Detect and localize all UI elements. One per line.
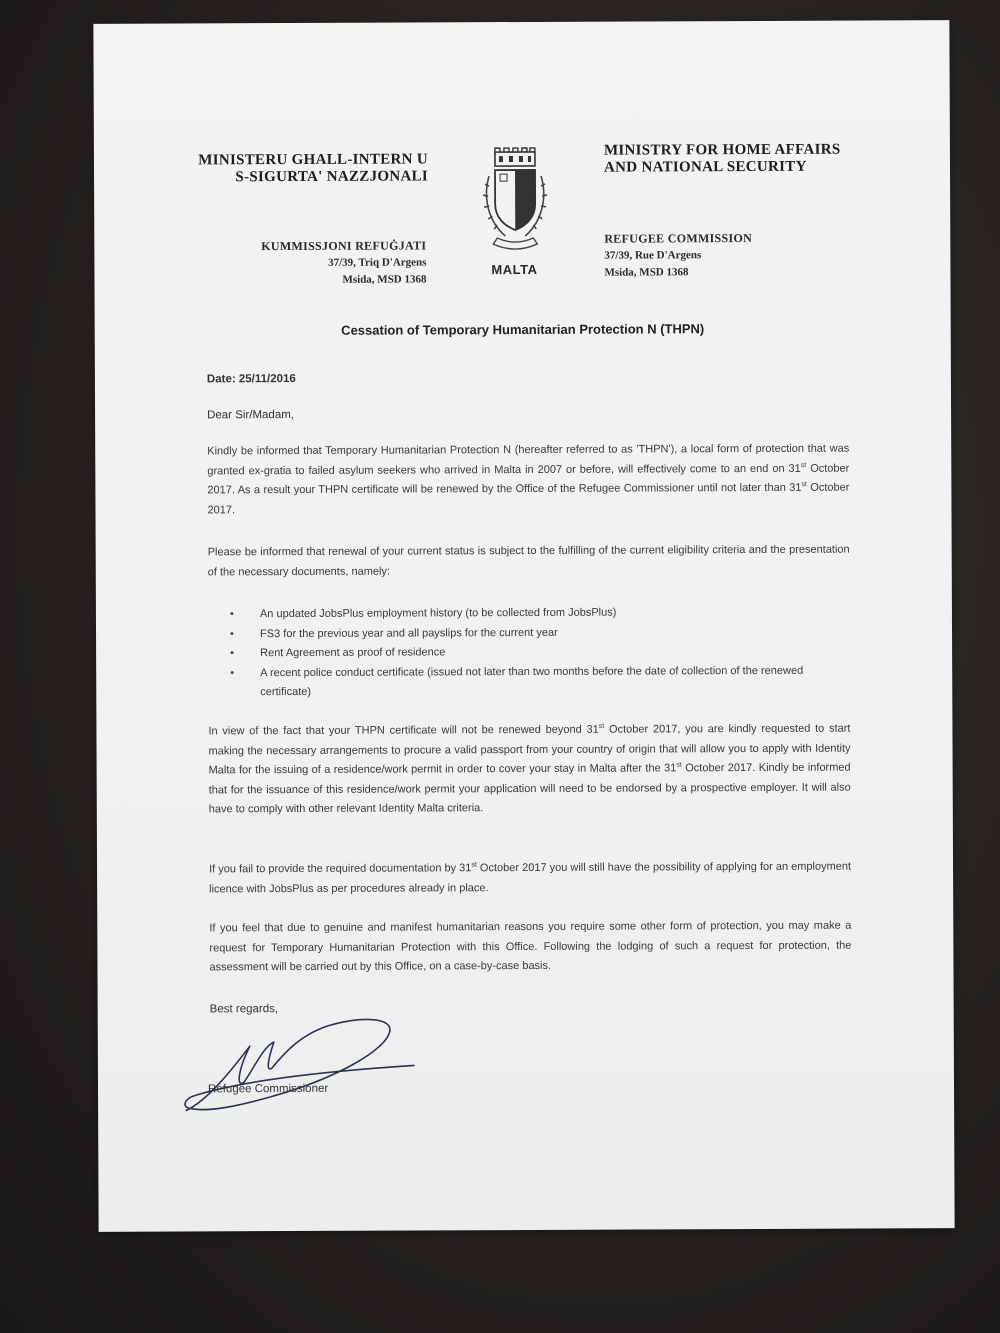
letter-title: Cessation of Temporary Humanitarian Protection N (THPN)	[341, 321, 705, 338]
requirements-list	[208, 603, 848, 703]
street-maltese: 37/39, Triq D'Argens	[328, 256, 427, 269]
commission-name-maltese: KUMMISSJONI REFUĠJATI	[261, 238, 427, 254]
ordinal-suffix: st	[471, 861, 477, 869]
salutation: Dear Sir/Madam,	[207, 409, 295, 422]
paragraph-3-text-a: In view of the fact that your THPN certificate will not be renewed beyond 31	[208, 723, 599, 738]
ordinal-suffix: st	[676, 761, 682, 769]
ministry-en-line-1: MINISTRY FOR HOME AFFAIRS	[603, 141, 841, 159]
ordinal-suffix: st	[800, 461, 807, 469]
letter-date: Date: 25/11/2016	[206, 372, 296, 386]
commission-name-english: REFUGEE COMMISSION	[604, 231, 753, 246]
letter-page	[93, 20, 954, 1232]
list-item: • Rent Agreement as proof of residence	[208, 642, 848, 664]
paragraph-4-text-a: If you fail to provide the required documentation by 31	[209, 862, 472, 876]
list-item: • FS3 for the previous year and all payslips for the current year	[208, 622, 848, 644]
ordinal-suffix: st	[598, 722, 605, 731]
paragraph-3-text-c: October 2017. Kindly be informed that for the issuance of this residence/work permit your application will need to be endorsed by a prospective employer. It will also have to comply with other relevant Identity Malta criteria.	[208, 761, 851, 816]
address-maltese	[214, 237, 426, 289]
paragraph-1-text-a: Kindly be informed that Temporary Humanitarian Protection N (hereafter referred to as 'THPN'), a local form of protection that was granted ex-gratia to failed asylum seekers who arrived in Malta in 2007 or before, will effectively come to an end on 31	[207, 442, 850, 477]
paragraph-4-text-b: October 2017 you will still have the possibility of applying for an employment licence with JobsPlus as per procedures already in place.	[209, 860, 852, 895]
paragraph-1	[207, 440, 849, 521]
ordinal-suffix: st	[801, 481, 807, 489]
country-label: MALTA	[491, 261, 538, 278]
city-maltese: Msida, MSD 1368	[342, 273, 427, 286]
handwritten-signature	[178, 1007, 418, 1118]
list-item: • An updated JobsPlus employment history (to be collected from JobsPlus)	[208, 603, 848, 625]
paragraph-3-text-b: October 2017, you are kindly requested to start making the necessary arrangements to procure a valid passport from your country of origin that will allow you to apply with Identity Malta for the issuing of a residence/work permit in order to cover your stay in Malta after the 31	[208, 722, 851, 777]
signatory-title: Refugee Commissioner	[207, 1082, 329, 1096]
ministry-mt-line-1: MINISTERU GHALL-INTERN U	[198, 151, 428, 169]
paragraph-4	[209, 858, 851, 900]
list-item: • A recent police conduct certificate (issued not later than two months before the date of collection of the renewed certificate)	[208, 661, 848, 703]
malta-coat-of-arms-icon	[477, 146, 553, 256]
paragraph-2: Please be informed that renewal of your current status is subject to the fulfilling of the current eligibility criteria and the presentation of the necessary documents, namely:	[207, 543, 850, 578]
paragraph-1-text-c: October 2017.	[207, 481, 850, 516]
ministry-en-line-2: AND NATIONAL SECURITY	[603, 158, 807, 176]
city-english: Msida, MSD 1368	[604, 266, 689, 279]
address-english	[604, 230, 844, 282]
paragraph-1-text-b: October 2017. As a result your THPN certificate will be renewed by the Office of the Refugee Commissioner until not later than 31	[207, 462, 850, 497]
ministry-mt-line-2: S-SIGURTA' NAZZJONALI	[235, 168, 429, 186]
paragraph-5: If you feel that due to genuine and manifest humanitarian reasons you require some other form of protection, you may make a request for Temporary Humanitarian Protection with this Office. Following the lodging of such a request for protection, the assessment will be carried out by this Office, on a case-by-case basis.	[209, 919, 852, 974]
closing: Best regards,	[209, 1003, 279, 1016]
ministry-name-english	[604, 141, 874, 176]
street-english: 37/39, Rue D'Argens	[604, 249, 702, 262]
ministry-name-maltese	[192, 151, 428, 186]
paragraph-3	[208, 720, 850, 820]
